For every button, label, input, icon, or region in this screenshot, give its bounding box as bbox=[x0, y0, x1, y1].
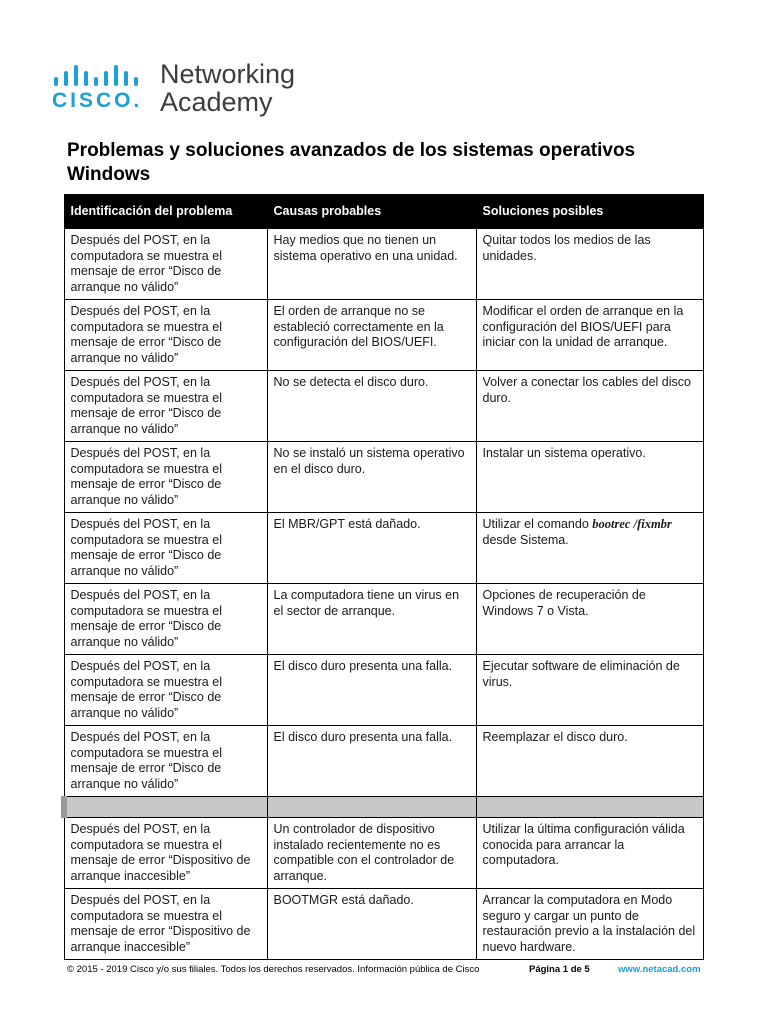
cell-cause: No se instaló un sistema operativo en el disco duro. bbox=[267, 442, 476, 513]
cell-cause: El disco duro presenta una falla. bbox=[267, 726, 476, 797]
table-row bbox=[64, 726, 703, 797]
header-soluciones: Soluciones posibles bbox=[476, 195, 703, 229]
cell-problem: Después del POST, en la computadora se muestra el mensaje de error “Disco de arranque no válido” bbox=[64, 584, 267, 655]
cell-problem: Después del POST, en la computadora se muestra el mensaje de error “Disco de arranque no válido” bbox=[64, 229, 267, 300]
cell-solution bbox=[476, 513, 703, 584]
cell-problem: Después del POST, en la computadora se muestra el mensaje de error “Disco de arranque no válido” bbox=[64, 655, 267, 726]
table-row bbox=[64, 655, 703, 726]
header-identificacion: Identificación del problema bbox=[64, 195, 267, 229]
cell-problem: Después del POST, en la computadora se muestra el mensaje de error “Disco de arranque no válido” bbox=[64, 513, 267, 584]
table-row bbox=[64, 513, 703, 584]
cell-solution: Reemplazar el disco duro. bbox=[476, 726, 703, 797]
cell-solution: Arrancar la computadora en Modo seguro y cargar un punto de restauración previo a la instalación del nuevo hardware. bbox=[476, 889, 703, 960]
table-row bbox=[64, 442, 703, 513]
solution-suffix: desde Sistema. bbox=[482, 532, 569, 547]
table-header-row bbox=[64, 195, 703, 229]
table-row bbox=[64, 818, 703, 889]
section-separator-row bbox=[64, 797, 703, 818]
cisco-networking-academy-logo bbox=[52, 58, 312, 120]
cell-solution: Instalar un sistema operativo. bbox=[476, 442, 703, 513]
table-row bbox=[64, 371, 703, 442]
cell-problem: Después del POST, en la computadora se muestra el mensaje de error “Dispositivo de arranque inaccesible” bbox=[64, 818, 267, 889]
cisco-bars-icon bbox=[54, 64, 146, 86]
table-row bbox=[64, 229, 703, 300]
cell-solution: Volver a conectar los cables del disco duro. bbox=[476, 371, 703, 442]
table-row bbox=[64, 889, 703, 960]
footer-page-number: Página 1 de 5 bbox=[529, 964, 590, 975]
cell-cause: Hay medios que no tienen un sistema operativo en una unidad. bbox=[267, 229, 476, 300]
bootrec-command: bootrec /fixmbr bbox=[592, 517, 672, 531]
cell-problem: Después del POST, en la computadora se muestra el mensaje de error “Dispositivo de arranque inaccesible” bbox=[64, 889, 267, 960]
footer-copyright: © 2015 - 2019 Cisco y/o sus filiales. Todos los derechos reservados. Información pública de Cisco bbox=[67, 964, 480, 975]
cell-cause: No se detecta el disco duro. bbox=[267, 371, 476, 442]
logo-academy-text: Academy bbox=[160, 87, 273, 117]
cell-cause: BOOTMGR está dañado. bbox=[267, 889, 476, 960]
cell-problem: Después del POST, en la computadora se muestra el mensaje de error “Disco de arranque no válido” bbox=[64, 371, 267, 442]
cell-cause: El orden de arranque no se estableció correctamente en la configuración del BIOS/UEFI. bbox=[267, 300, 476, 371]
cell-cause: La computadora tiene un virus en el sector de arranque. bbox=[267, 584, 476, 655]
cell-problem: Después del POST, en la computadora se muestra el mensaje de error “Disco de arranque no válido” bbox=[64, 726, 267, 797]
cell-solution: Modificar el orden de arranque en la configuración del BIOS/UEFI para iniciar con la unidad de arranque. bbox=[476, 300, 703, 371]
cell-cause: Un controlador de dispositivo instalado recientemente no es compatible con el controlador de arranque. bbox=[267, 818, 476, 889]
cell-solution: Utilizar la última configuración válida conocida para arrancar la computadora. bbox=[476, 818, 703, 889]
header-causas: Causas probables bbox=[267, 195, 476, 229]
cell-problem: Después del POST, en la computadora se muestra el mensaje de error “Disco de arranque no válido” bbox=[64, 442, 267, 513]
cisco-wordmark: CISCO. bbox=[52, 89, 143, 112]
logo-networking-text: Networking bbox=[160, 59, 296, 89]
cell-cause: El MBR/GPT está dañado. bbox=[267, 513, 476, 584]
troubleshooting-table bbox=[61, 194, 704, 960]
table-row bbox=[64, 584, 703, 655]
cell-solution: Ejecutar software de eliminación de virus. bbox=[476, 655, 703, 726]
cell-problem: Después del POST, en la computadora se muestra el mensaje de error “Disco de arranque no válido” bbox=[64, 300, 267, 371]
table-row bbox=[64, 300, 703, 371]
cell-cause: El disco duro presenta una falla. bbox=[267, 655, 476, 726]
footer-netacad-link[interactable]: www.netacad.com bbox=[618, 964, 701, 975]
solution-prefix: Utilizar el comando bbox=[482, 517, 589, 531]
cell-solution: Quitar todos los medios de las unidades. bbox=[476, 229, 703, 300]
page-title: Problemas y soluciones avanzados de los sistemas operativos Windows bbox=[67, 140, 636, 185]
cell-solution: Opciones de recuperación de Windows 7 o Vista. bbox=[476, 584, 703, 655]
